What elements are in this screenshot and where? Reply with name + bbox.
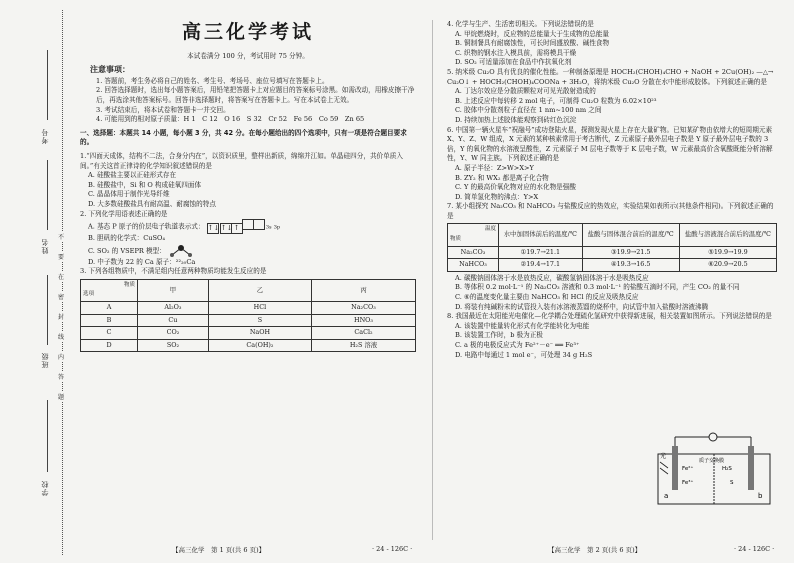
q8-option-c: C. a 极的电极反应式为 Fe²⁺－e⁻ ══ Fe³⁺ (455, 341, 580, 349)
note-item: 3. 考试结束后，将本试卷和答题卡一并交回。 (96, 105, 230, 114)
footer-right-code: · 24 - 126C · (734, 545, 775, 553)
orbital-box (253, 219, 265, 230)
table-row (448, 259, 777, 272)
table-cell: D (81, 339, 138, 352)
corner-top: 温度 (484, 226, 496, 233)
table-cell: B (81, 314, 138, 327)
section-heading: 一、选择题：本题共 14 小题，每小题 3 分，共 42 分。在每小题给出的四个选项中，只有一项是符合题目要求的。 (80, 128, 407, 147)
table-cell: Na₂CO₃ (448, 246, 499, 259)
table-cell: S (208, 314, 311, 327)
q1-option-c: C. 晶晶体用于制作光导纤维 (88, 190, 170, 199)
orbital-3p-label: 3p (273, 224, 281, 231)
q4-option-b: B. 铜制餐具有耐腐蚀性，可长时间盛放酸、碱性食物 (455, 39, 610, 48)
orbital-box: ↑↓ (207, 224, 220, 233)
orbital-3s-label: 3s (265, 224, 272, 231)
ion-label: Fe²⁺ (682, 466, 694, 472)
q7-option-d: D. 将装有纯碱粉末的试管投入装有冰溶液蒸馏的烧杯中，向试管中加入盐酸时溶液沸腾 (455, 302, 709, 311)
seal-word: 要 (58, 254, 65, 261)
table-cell: ②19.4→17.1 (499, 259, 583, 272)
q6-option-b: B. ZY₂ 和 WX₂ 都是离子化合物 (455, 173, 549, 182)
name-label: 姓名 (41, 238, 49, 254)
question-1-stem: 1.“四面天成体，结构不二法，合身分内在”，以资识质里，整样出新质，绵绵并江如。单晶硅四分，共价单质入间。”有关这首正律诗的化学知识叙述错误的是 (80, 151, 403, 170)
table-header: 盐酸与溶液混合前后的温度/℃ (679, 224, 776, 246)
table-header: 乙 (208, 279, 311, 301)
class-line (47, 275, 48, 345)
table-header-row (448, 224, 777, 246)
table-header-row (81, 279, 416, 301)
corner-left: 物质 (450, 236, 462, 243)
vsepr-model-icon (168, 244, 194, 258)
q2-option-c (80, 244, 416, 258)
table-cell: CaCl₂ (311, 327, 415, 340)
corner-top: 物质 (123, 281, 135, 288)
note-item: 2. 回答选择题时，选出每小题答案后，用铅笔把答题卡上对应题目的答案标号涂黑。如需改动，用橡皮擦干净后，再选涂其他答案标号。回答非选择题时，将答案写在答题卡上。写在本试卷上无效。 (96, 86, 415, 104)
seal-word: 不 (58, 234, 65, 241)
table-row (81, 314, 416, 327)
question-8-stem: 8. 我国最近在太阳能光电催化—化学耦合处理硫化氢研究中获得新进展，相关装置如图所示。下列说法错误的是 (447, 312, 772, 321)
table-header: 丙 (311, 279, 415, 301)
ion-label: Fe³⁺ (682, 480, 694, 486)
table-cell: ⑤19.9→19.9 (679, 246, 776, 259)
q7-option-c: C. ⑥的温度变化量主要由 NaHCO₃ 和 HCl 的反应及吸热反应 (455, 293, 639, 302)
table-cell: SO₂ (138, 339, 209, 352)
table-cell: ④19.3→16.5 (582, 259, 679, 272)
q4-option-c: C. 织物的钢水注入模具前，需将模具干燥 (455, 48, 577, 57)
electrochemical-cell-icon (652, 432, 776, 508)
table-cell: Na₂CO₃ (311, 302, 415, 315)
table-header: 甲 (138, 279, 209, 301)
exam-no-label: 考号 (41, 128, 49, 144)
binding-margin (0, 0, 66, 563)
right-page (447, 20, 777, 360)
q5-option-b: B. 上述反应中每转移 2 mol 电子，可制得 Cu₂O 粒数为 6.02×10²³ (455, 96, 657, 105)
footer-left-code: · 24 - 126C · (372, 545, 413, 553)
seal-word: 封 (58, 314, 65, 321)
q4-option-d: D. SO₂ 可适量添加在食品中作抗氧化剂 (455, 58, 572, 67)
question-7-stem: 7. 某小组探究 Na₂CO₃ 和 NaHCO₃ 与盐酸反应的热效应，实验结果如表所示(其他条件相同)。下列叙述正确的是 (447, 202, 774, 220)
table-row (81, 339, 416, 352)
orbital-box: ↑ (231, 223, 243, 234)
table-cell: Cu (138, 314, 209, 327)
page-divider (432, 20, 433, 540)
membrane-label: 质子交换膜 (699, 458, 725, 464)
q1-option-a: A. 硅酸盐主要以正硅形式存在 (88, 171, 177, 180)
table-cell: ⑥20.9→20.5 (679, 259, 776, 272)
table-row (81, 327, 416, 340)
exam-meta: 本试卷满分 100 分，考试用时 75 分钟。 (187, 51, 309, 60)
table-row (81, 302, 416, 315)
seal-word: 线 (58, 334, 65, 341)
table-cell: Ca(OH)₂ (208, 339, 311, 352)
q5-option-d: D. 持续加热上述胶体能观察到砖红色沉淀 (455, 115, 577, 124)
electrode-b-label: b (758, 492, 763, 500)
table-cell: C (81, 327, 138, 340)
table-cell: NaOH (208, 327, 311, 340)
q2-option-d: D. 中子数为 22 的 Ca 原子：²²₂₀Ca (88, 257, 196, 266)
table-cell: A (81, 302, 138, 315)
table-cell: HNO₃ (311, 314, 415, 327)
exam-title: 高三化学考试 (181, 21, 314, 43)
seal-word: 内 (58, 354, 65, 361)
q3-table (80, 279, 416, 353)
table-corner-cell (81, 279, 138, 301)
q6-option-c: C. Y 的最高价氧化物对应的水化物是强酸 (455, 183, 576, 192)
seal-line (62, 10, 63, 555)
footer-right-title: 【高三化学 第 2 页(共 6 页)】 (548, 546, 642, 554)
table-cell: ③19.9→21.5 (582, 246, 679, 259)
question-4-stem: 4. 化学与生产、生活密切相关。下列说法错误的是 (447, 20, 594, 28)
q7-table (447, 223, 777, 271)
table-cell: NaHCO₃ (448, 259, 499, 272)
seal-word: 密 (58, 294, 65, 301)
product-label: S (730, 480, 734, 486)
q7-option-b: B. 等体积 0.2 mol·L⁻¹ 的 Na₂CO₃ 溶液和 0.3 mol·L⁻¹ 的盐酸互滴时不同，产生 CO₂ 的量不同 (455, 283, 740, 292)
electrode-a-label: a (664, 492, 669, 500)
name-line (47, 160, 48, 230)
footer-left-title: 【高三化学 第 1 页(共 6 页)】 (172, 546, 266, 554)
notes-heading: 注意事项： (90, 65, 130, 75)
q1-option-b: B. 硅酸盐中，Si 和 O 构成硅氧四面体 (88, 180, 202, 189)
question-6-stem: 6. 中国第一辆火星车“祝融号”成功登陆火星，探测发现火星上存在大量矿物。已知某矿物由依增大的短周期元素 X、Y、Z、W 组成，X 元素的某种核素常用于考古断代，Z 元素原子最外层电子数是 Y 原子最外层电子数的 3 倍，Y 的氧化物的水溶液呈酸性，Z 元素原子 M 层电子数等于 K 层电子数，W 元素最高价含氧酸既能分析溶解性，Y、W 同主族。下列叙述正确的是 (447, 125, 773, 163)
q2-option-b: B. 胆矾的化学式：CuSO₄ (88, 234, 166, 243)
q8-option-a: A. 该装置中能量转化形式有化学能转化为电能 (455, 321, 590, 330)
table-cell: HCl (208, 302, 311, 315)
exam-no-line (47, 50, 48, 120)
q5-option-a: A. 丁达尔效应是分散质颗粒对可见光散射造成的 (455, 87, 596, 96)
question-3-stem: 3. 下列各组物质中，不满足组内任意两种物质均能发生反应的是 (80, 267, 267, 276)
table-header: 盐酸与固体混合前后的温度/℃ (582, 224, 679, 246)
class-label: 班级 (41, 352, 49, 368)
q1-option-d: D. 大多数硅酸盐具有耐高温、耐腐蚀的特点 (88, 199, 216, 208)
q6-option-a: A. 原子半径：Z>W>X>Y (455, 163, 534, 172)
note-item: 1. 答题前，考生务必将自己的姓名、考生号、考场号、座位号填写在答题卡上。 (96, 76, 329, 85)
q2-option-a-text: A. 基态 P 原子的价层电子轨道表示式： (88, 222, 205, 231)
orbital-box: ↑↓ (220, 224, 233, 233)
corner-left: 选项 (83, 291, 95, 298)
q4-option-a: A. 甲烷燃烧时，反应物的总能量大于生成物的总能量 (455, 29, 610, 38)
q7-option-a: A. 碳酸钠固体溶于水是放热反应，碳酸氢钠固体溶于水是吸热反应 (455, 273, 649, 282)
question-2-stem: 2. 下列化学用语表述正确的是 (80, 209, 168, 218)
table-cell: Al₂O₃ (138, 302, 209, 315)
light-label: 光 (660, 453, 667, 460)
orbital-diagram (207, 219, 264, 234)
school-line (47, 400, 48, 472)
seal-word: 在 (58, 274, 65, 281)
note-item: 4. 可能用到的相对原子质量：H 1 C 12 O 16 S 32 Cr 52 Fe 56 Co 59 Zn 65 (96, 115, 365, 124)
q2-option-c-text: C. SO₂ 的 VSEPR 模型： (88, 246, 166, 255)
table-cell: H₂S 溶液 (311, 339, 415, 352)
school-label: 学校 (41, 480, 49, 496)
seal-word: 答 (58, 374, 65, 381)
q8-option-b: B. 该装置工作时，b 极为正极 (455, 331, 543, 340)
table-cell: ①19.7→21.1 (499, 246, 583, 259)
q6-option-d: D. 简单氢化物的沸点：Y>X (455, 192, 539, 201)
seal-word: 题 (58, 394, 65, 401)
gas-label: H₂S (722, 466, 732, 472)
table-header: 水中加固体前后的温度/℃ (499, 224, 583, 246)
table-cell: CO₂ (138, 327, 209, 340)
table-corner-cell (448, 224, 499, 246)
q8-cell-diagram (652, 432, 776, 508)
q2-option-a (80, 219, 416, 234)
left-page (80, 20, 416, 354)
q5-option-c: C. 胶体中分散剂粒子直径在 1 nm~100 nm 之间 (455, 106, 602, 115)
q8-option-d: D. 电路中每通过 1 mol e⁻，可处理 34 g H₂S (455, 350, 593, 359)
table-row (448, 246, 777, 259)
question-5-stem: 5. 纳米级 Cu₂O 具有优良的催化性能。一种制备原理是 HOCH₂(CHOH)₄CHO + NaOH + 2Cu(OH)₂ —△→ Cu₂O↓ + HOCH₂(CHOH)₄COONa + 3H₂O，将纳米级 Cu₂O 分散在水中能形成胶体。下列叙述正确的是 (447, 67, 774, 86)
